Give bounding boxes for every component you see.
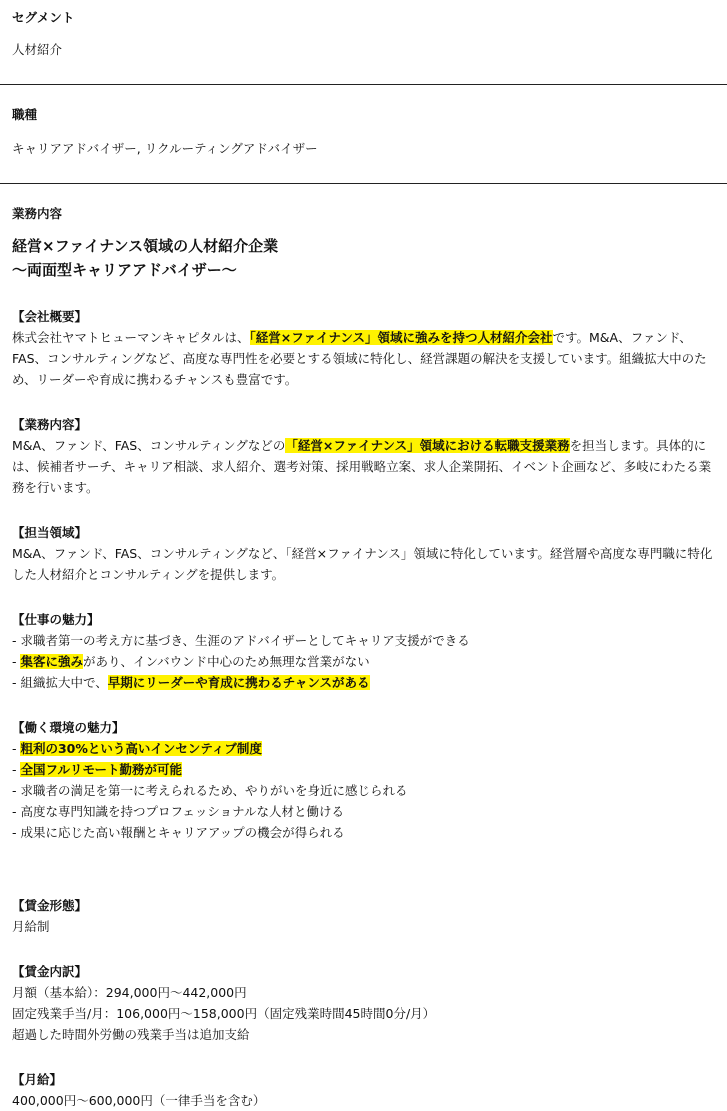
text-segment: -: [12, 741, 21, 756]
wage-breakdown: [12, 961, 715, 1045]
headline-line-1: 経営×ファイナンス領域の人材紹介企業: [12, 237, 279, 255]
highlight: 集客に強み: [20, 654, 83, 669]
list-item: - 求職者の満足を第一に考えられるため、やりがいを身近に感じられる: [12, 783, 408, 798]
wage-type-value: 月給制: [12, 919, 50, 934]
list-item: 月額（基本給）：294,000円～442,000円: [12, 985, 247, 1000]
segment-label: セグメント: [12, 10, 75, 25]
highlight: 粗利の30%という高いインセンティブ制度: [20, 741, 262, 756]
list-item: 超過した時間外労働の残業手当は追加支給: [12, 1027, 250, 1042]
monthly-salary-title: 【月給】: [12, 1072, 63, 1087]
list-item: [12, 759, 715, 780]
text-segment: -: [12, 654, 21, 669]
monthly-salary: [12, 1069, 715, 1111]
wage-type-title: 【賃金形態】: [12, 898, 88, 913]
list-item: - 高度な専門知識を持つプロフェッショナルな人材と働ける: [12, 804, 344, 819]
wage-type: [12, 895, 715, 937]
highlight: 早期にリーダーや育成に携わるチャンスがある: [107, 675, 370, 690]
monthly-salary-value: 400,000円～600,000円（一律手当を含む）: [12, 1093, 266, 1108]
segment-value: 人材紹介: [12, 42, 63, 57]
list-item: [12, 651, 715, 672]
text-segment: を担当します。具体的には、候補者サーチ、キャリア相談、求人紹介、選考対策、採用戦略立案、求人企業開拓、イベント企画など、多岐にわたる業務を行います。: [12, 438, 712, 495]
job-description-label: 業務内容: [12, 206, 63, 221]
text-segment: - 組織拡大中で、: [12, 675, 108, 690]
text-segment: -: [12, 762, 21, 777]
list-item: 固定残業手当/月：106,000円～158,000円（固定残業時間45時間0分/月）: [12, 1006, 436, 1021]
assigned-area-text: M&A、ファンド、FAS、コンサルティングなど、「経営×ファイナンス」領域に特化しています。経営層や高度な専門職に特化した人材紹介とコンサルティングを提供します。: [12, 546, 713, 582]
company-overview-title: 【会社概要】: [12, 309, 88, 324]
company-overview: [12, 306, 715, 390]
company-overview-text: [12, 327, 715, 390]
work-content-text: [12, 435, 715, 498]
work-environment: [12, 717, 715, 843]
job-appeal: [12, 609, 715, 693]
text-segment: があり、インバウンド中心のため無理な営業がない: [83, 654, 370, 669]
job-type-section: [0, 85, 727, 157]
work-content-title: 【業務内容】: [12, 417, 88, 432]
list-item: - 成果に応じた高い報酬とキャリアアップの機会が得られる: [12, 825, 345, 840]
job-description-section: [0, 184, 727, 1111]
text-segment: 株式会社ヤマトヒューマンキャピタルは、: [12, 330, 250, 345]
headline-line-2: ～両面型キャリアアドバイザー～: [12, 261, 237, 279]
assigned-area: [12, 522, 715, 585]
highlight: 「経営×ファイナンス」領域における転職支援業務: [285, 438, 570, 453]
job-appeal-title: 【仕事の魅力】: [12, 612, 100, 627]
text-segment: です。M&A、ファンド、FAS、コンサルティングなど、高度な専門性を必要とする領域に特化し、経営課題の解決を支援しています。組織拡大中のため、リーダーや育成に携わるチャンスも豊富です。: [12, 330, 707, 387]
text-segment: M&A、ファンド、FAS、コンサルティングなどの: [12, 438, 286, 453]
job-type-value: キャリアアドバイザー, リクルーティングアドバイザー: [12, 141, 318, 156]
list-item: [12, 738, 715, 759]
spacer: [12, 843, 715, 871]
job-type-label: 職種: [12, 107, 38, 122]
assigned-area-title: 【担当領域】: [12, 525, 88, 540]
work-environment-title: 【働く環境の魅力】: [12, 720, 125, 735]
list-item: - 求職者第一の考え方に基づき、生涯のアドバイザーとしてキャリア支援ができる: [12, 633, 470, 648]
list-item: [12, 672, 715, 693]
wage-breakdown-title: 【賃金内訳】: [12, 964, 88, 979]
headline: [12, 234, 715, 282]
work-content: [12, 414, 715, 498]
segment-section: [0, 0, 727, 58]
highlight: 全国フルリモート勤務が可能: [20, 762, 182, 777]
highlight: 「経営×ファイナンス」領域に強みを持つ人材紹介会社: [249, 330, 553, 345]
